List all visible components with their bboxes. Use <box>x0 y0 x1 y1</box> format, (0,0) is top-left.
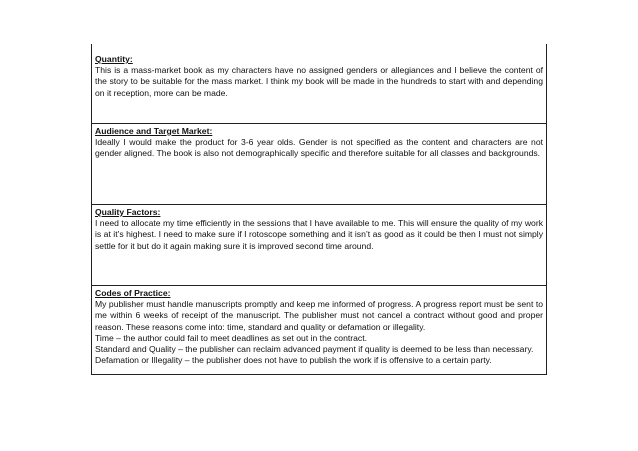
section-body-line: My publisher must handle manuscripts promptly and keep me informed of progress. A progress report must be sent to me within 6 weeks of receipt of the manuscript. The publisher must not cancel a contract without good and proper reason. These reasons come into: time, standard and quality or defamation or illegality. <box>95 299 543 332</box>
section-body-line: Standard and Quality – the publisher can reclaim advanced payment if quality is deemed to be less than necessary. <box>95 344 534 355</box>
section-codes-of-practice <box>92 285 546 374</box>
section-heading: Quality Factors: <box>95 207 161 217</box>
section-quality-factors <box>92 204 546 285</box>
section-body-line: Defamation or Illegality – the publisher does not have to publish the work if is offensive to a certain party. <box>95 355 492 366</box>
section-heading: Quantity: <box>95 54 133 64</box>
section-body: This is a mass-market book as my characters have no assigned genders or allegiances and I believe the content of the story to be suitable for the mass market. I think my book will be made in the hundreds to start with and depending on it reception, more can be made. <box>95 65 543 98</box>
section-body-line: Time – the author could fail to meet deadlines as set out in the contract. <box>95 332 367 343</box>
section-audience-target-market <box>92 123 546 204</box>
section-heading: Audience and Target Market: <box>95 126 213 136</box>
section-heading: Codes of Practice: <box>95 288 171 298</box>
document-table <box>91 44 547 375</box>
section-quantity <box>92 44 546 123</box>
section-body: Ideally I would make the product for 3-6 year olds. Gender is not specified as the content and characters are not gender aligned. The book is also not demographically specific and therefore suitable for all classes and backgrounds. <box>95 137 543 159</box>
section-body: I need to allocate my time efficiently in the sessions that I have available to me. This will ensure the quality of my work is at it’s highest. I need to make sure if I rotoscope something and it isn’t as good as it could be then I must not simply settle for it but do it again making sure it is improved second time around. <box>95 218 543 251</box>
